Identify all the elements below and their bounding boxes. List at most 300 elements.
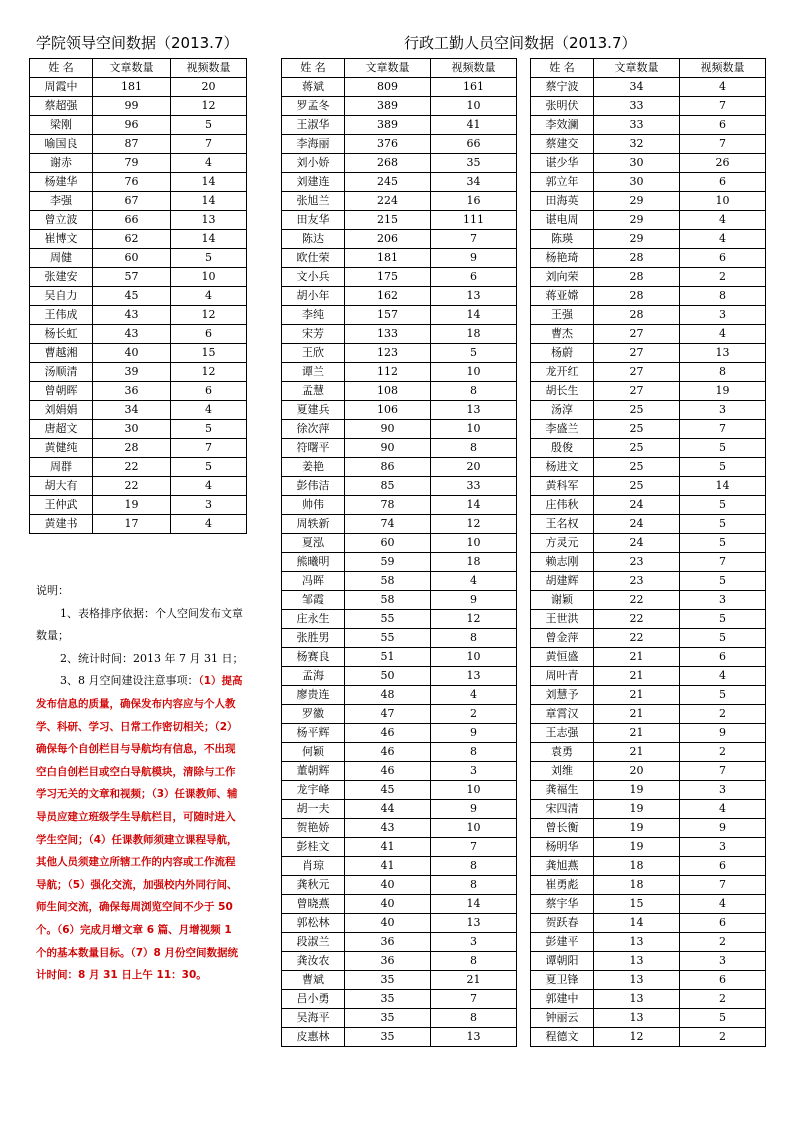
videos-cell: 14	[171, 173, 247, 192]
videos-cell: 6	[171, 382, 247, 401]
table-row	[282, 724, 517, 743]
table-row	[282, 230, 517, 249]
videos-cell: 8	[431, 629, 517, 648]
articles-cell: 35	[345, 971, 431, 990]
column-header-name: 姓 名	[30, 59, 93, 78]
name-cell: 刘维	[531, 762, 594, 781]
articles-cell: 76	[93, 173, 171, 192]
videos-cell: 2	[680, 933, 766, 952]
videos-cell: 2	[431, 705, 517, 724]
name-cell: 曾金萍	[531, 629, 594, 648]
articles-cell: 40	[345, 895, 431, 914]
videos-cell: 3	[680, 781, 766, 800]
videos-cell: 13	[431, 401, 517, 420]
name-cell: 董朝辉	[282, 762, 345, 781]
videos-cell: 41	[431, 116, 517, 135]
videos-cell: 161	[431, 78, 517, 97]
articles-cell: 181	[345, 249, 431, 268]
notes-heading: 说明：	[36, 584, 69, 597]
videos-cell: 4	[680, 800, 766, 819]
videos-cell: 5	[680, 458, 766, 477]
name-cell: 田友华	[282, 211, 345, 230]
articles-cell: 35	[345, 1028, 431, 1047]
name-cell: 李效澜	[531, 116, 594, 135]
table-row	[531, 116, 766, 135]
articles-cell: 67	[93, 192, 171, 211]
name-cell: 郭立年	[531, 173, 594, 192]
articles-cell: 24	[594, 534, 680, 553]
table-row	[531, 876, 766, 895]
name-cell: 孟慧	[282, 382, 345, 401]
name-cell: 蔡超强	[30, 97, 93, 116]
name-cell: 谢赤	[30, 154, 93, 173]
articles-cell: 28	[594, 268, 680, 287]
name-cell: 黄恒盛	[531, 648, 594, 667]
notes-item-1: 1、表格排序依据：个人空间发布文章数量；	[36, 606, 243, 643]
videos-cell: 35	[431, 154, 517, 173]
table-row	[531, 401, 766, 420]
name-cell: 汤淳	[531, 401, 594, 420]
name-cell: 姜艳	[282, 458, 345, 477]
articles-cell: 12	[594, 1028, 680, 1047]
articles-cell: 30	[594, 173, 680, 192]
videos-cell: 18	[431, 553, 517, 572]
table-row	[531, 724, 766, 743]
table-row	[30, 192, 247, 211]
videos-cell: 10	[431, 97, 517, 116]
name-cell: 谌少华	[531, 154, 594, 173]
videos-cell: 4	[431, 572, 517, 591]
name-cell: 唐超文	[30, 420, 93, 439]
name-cell: 周叶青	[531, 667, 594, 686]
videos-cell: 8	[431, 743, 517, 762]
articles-cell: 162	[345, 287, 431, 306]
table-row	[282, 325, 517, 344]
videos-cell: 10	[431, 363, 517, 382]
articles-cell: 181	[93, 78, 171, 97]
videos-cell: 33	[431, 477, 517, 496]
table-row	[30, 173, 247, 192]
name-cell: 熊曦明	[282, 553, 345, 572]
table-row	[282, 705, 517, 724]
table-row	[531, 762, 766, 781]
table-row	[30, 249, 247, 268]
table-row	[30, 211, 247, 230]
articles-cell: 25	[594, 401, 680, 420]
videos-cell: 7	[431, 990, 517, 1009]
videos-cell: 14	[171, 230, 247, 249]
table-row	[531, 496, 766, 515]
videos-cell: 8	[431, 952, 517, 971]
table-header-row	[282, 59, 517, 78]
name-cell: 谢颖	[531, 591, 594, 610]
name-cell: 曾朝晖	[30, 382, 93, 401]
column-header-articles: 文章数量	[345, 59, 431, 78]
leaders-title: 学院领导空间数据（2013.7）	[36, 34, 239, 52]
articles-cell: 35	[345, 990, 431, 1009]
name-cell: 周群	[30, 458, 93, 477]
name-cell: 汤顺清	[30, 363, 93, 382]
table-row	[30, 401, 247, 420]
articles-cell: 35	[345, 1009, 431, 1028]
articles-cell: 66	[93, 211, 171, 230]
name-cell: 王名权	[531, 515, 594, 534]
articles-cell: 59	[345, 553, 431, 572]
table-row	[531, 572, 766, 591]
table-row	[30, 477, 247, 496]
videos-cell: 10	[171, 268, 247, 287]
table-row	[282, 781, 517, 800]
videos-cell: 6	[680, 857, 766, 876]
name-cell: 胡一夫	[282, 800, 345, 819]
videos-cell: 6	[680, 116, 766, 135]
table-row	[531, 420, 766, 439]
articles-cell: 32	[594, 135, 680, 154]
table-row	[282, 458, 517, 477]
table-row	[30, 325, 247, 344]
videos-cell: 2	[680, 990, 766, 1009]
name-cell: 张旭兰	[282, 192, 345, 211]
videos-cell: 10	[680, 192, 766, 211]
articles-cell: 19	[594, 781, 680, 800]
articles-cell: 175	[345, 268, 431, 287]
name-cell: 李纯	[282, 306, 345, 325]
articles-cell: 25	[594, 477, 680, 496]
videos-cell: 4	[680, 667, 766, 686]
articles-cell: 23	[594, 572, 680, 591]
name-cell: 王志强	[531, 724, 594, 743]
name-cell: 郭松林	[282, 914, 345, 933]
table-row	[531, 325, 766, 344]
videos-cell: 14	[431, 306, 517, 325]
name-cell: 龚汝农	[282, 952, 345, 971]
articles-cell: 19	[93, 496, 171, 515]
videos-cell: 9	[431, 800, 517, 819]
articles-cell: 27	[594, 363, 680, 382]
name-cell: 张明伏	[531, 97, 594, 116]
videos-cell: 8	[431, 382, 517, 401]
table-row	[282, 116, 517, 135]
articles-cell: 57	[93, 268, 171, 287]
name-cell: 杨长虹	[30, 325, 93, 344]
articles-cell: 43	[93, 306, 171, 325]
videos-cell: 13	[171, 211, 247, 230]
articles-cell: 90	[345, 439, 431, 458]
articles-cell: 55	[345, 610, 431, 629]
table-row	[30, 154, 247, 173]
articles-cell: 20	[594, 762, 680, 781]
articles-cell: 45	[345, 781, 431, 800]
articles-cell: 215	[345, 211, 431, 230]
articles-cell: 36	[345, 933, 431, 952]
articles-cell: 19	[594, 819, 680, 838]
notes-section	[36, 580, 244, 987]
table-row	[531, 534, 766, 553]
articles-cell: 123	[345, 344, 431, 363]
articles-cell: 40	[345, 914, 431, 933]
videos-cell: 9	[431, 724, 517, 743]
name-cell: 谭朝阳	[531, 952, 594, 971]
table-row	[282, 534, 517, 553]
name-cell: 夏泓	[282, 534, 345, 553]
table-row	[282, 211, 517, 230]
videos-cell: 18	[431, 325, 517, 344]
articles-cell: 157	[345, 306, 431, 325]
name-cell: 肖琼	[282, 857, 345, 876]
videos-cell: 26	[680, 154, 766, 173]
articles-cell: 29	[594, 211, 680, 230]
articles-cell: 389	[345, 116, 431, 135]
table-row	[282, 135, 517, 154]
table-row	[282, 78, 517, 97]
articles-cell: 23	[594, 553, 680, 572]
name-cell: 夏建兵	[282, 401, 345, 420]
videos-cell: 3	[680, 952, 766, 971]
videos-cell: 13	[431, 914, 517, 933]
name-cell: 刘小娇	[282, 154, 345, 173]
name-cell: 孟海	[282, 667, 345, 686]
name-cell: 程德文	[531, 1028, 594, 1047]
name-cell: 王欣	[282, 344, 345, 363]
name-cell: 帅伟	[282, 496, 345, 515]
table-row	[282, 1009, 517, 1028]
articles-cell: 22	[594, 610, 680, 629]
articles-cell: 133	[345, 325, 431, 344]
name-cell: 陈瑛	[531, 230, 594, 249]
articles-cell: 24	[594, 496, 680, 515]
table-row	[531, 477, 766, 496]
articles-cell: 21	[594, 724, 680, 743]
videos-cell: 5	[171, 116, 247, 135]
table-row	[30, 344, 247, 363]
name-cell: 郭建中	[531, 990, 594, 1009]
articles-cell: 18	[594, 857, 680, 876]
table-row	[282, 838, 517, 857]
staff-title: 行政工勤人员空间数据（2013.7）	[404, 34, 637, 52]
videos-cell: 3	[680, 591, 766, 610]
table-row	[282, 439, 517, 458]
name-cell: 龚旭燕	[531, 857, 594, 876]
videos-cell: 6	[431, 268, 517, 287]
videos-cell: 9	[431, 591, 517, 610]
table-row	[282, 990, 517, 1009]
videos-cell: 5	[171, 420, 247, 439]
videos-cell: 20	[171, 78, 247, 97]
articles-cell: 28	[93, 439, 171, 458]
table-row	[531, 306, 766, 325]
videos-cell: 3	[680, 838, 766, 857]
name-cell: 龙宇峰	[282, 781, 345, 800]
articles-cell: 25	[594, 458, 680, 477]
name-cell: 张胜男	[282, 629, 345, 648]
videos-cell: 21	[431, 971, 517, 990]
articles-cell: 13	[594, 1009, 680, 1028]
videos-cell: 4	[171, 477, 247, 496]
articles-cell: 40	[93, 344, 171, 363]
videos-cell: 12	[171, 306, 247, 325]
videos-cell: 7	[171, 439, 247, 458]
name-cell: 曹斌	[282, 971, 345, 990]
name-cell: 李海丽	[282, 135, 345, 154]
table-row	[282, 629, 517, 648]
table-row	[531, 135, 766, 154]
articles-cell: 108	[345, 382, 431, 401]
articles-cell: 28	[594, 249, 680, 268]
articles-cell: 36	[93, 382, 171, 401]
videos-cell: 7	[431, 838, 517, 857]
articles-cell: 79	[93, 154, 171, 173]
column-header-videos: 视频数量	[431, 59, 517, 78]
articles-cell: 28	[594, 306, 680, 325]
table-row	[282, 420, 517, 439]
articles-cell: 13	[594, 952, 680, 971]
name-cell: 李强	[30, 192, 93, 211]
videos-cell: 7	[680, 762, 766, 781]
videos-cell: 13	[431, 1028, 517, 1047]
table-row	[531, 1028, 766, 1047]
table-row	[531, 439, 766, 458]
table-row	[531, 1009, 766, 1028]
videos-cell: 10	[431, 819, 517, 838]
videos-cell: 5	[680, 572, 766, 591]
name-cell: 张建安	[30, 268, 93, 287]
articles-cell: 245	[345, 173, 431, 192]
articles-cell: 17	[93, 515, 171, 534]
name-cell: 钟丽云	[531, 1009, 594, 1028]
articles-cell: 40	[345, 876, 431, 895]
videos-cell: 5	[680, 515, 766, 534]
table-row	[531, 781, 766, 800]
name-cell: 罗徽	[282, 705, 345, 724]
name-cell: 章霄汉	[531, 705, 594, 724]
videos-cell: 2	[680, 1028, 766, 1047]
videos-cell: 4	[680, 211, 766, 230]
table-row	[531, 629, 766, 648]
table-row	[282, 477, 517, 496]
name-cell: 杨蔚	[531, 344, 594, 363]
articles-cell: 99	[93, 97, 171, 116]
table-row	[30, 382, 247, 401]
name-cell: 龚福生	[531, 781, 594, 800]
videos-cell: 15	[171, 344, 247, 363]
table-row	[282, 97, 517, 116]
table-row	[30, 458, 247, 477]
videos-cell: 2	[680, 268, 766, 287]
videos-cell: 3	[431, 762, 517, 781]
videos-cell: 5	[680, 439, 766, 458]
name-cell: 廖贵连	[282, 686, 345, 705]
name-cell: 吴海平	[282, 1009, 345, 1028]
articles-cell: 376	[345, 135, 431, 154]
videos-cell: 12	[171, 363, 247, 382]
table-row	[30, 515, 247, 534]
table-row	[282, 382, 517, 401]
articles-cell: 33	[594, 97, 680, 116]
name-cell: 何颖	[282, 743, 345, 762]
table-header-row	[531, 59, 766, 78]
name-cell: 吴自力	[30, 287, 93, 306]
table-row	[282, 1028, 517, 1047]
staff-table-1	[281, 58, 517, 1047]
articles-cell: 87	[93, 135, 171, 154]
table-row	[282, 306, 517, 325]
videos-cell: 7	[680, 135, 766, 154]
table-row	[282, 553, 517, 572]
videos-cell: 19	[680, 382, 766, 401]
table-row	[531, 515, 766, 534]
videos-cell: 5	[431, 344, 517, 363]
table-row	[282, 914, 517, 933]
name-cell: 蒋亚嫦	[531, 287, 594, 306]
name-cell: 彭伟洁	[282, 477, 345, 496]
videos-cell: 5	[680, 534, 766, 553]
articles-cell: 25	[594, 420, 680, 439]
name-cell: 杨进文	[531, 458, 594, 477]
articles-cell: 27	[594, 325, 680, 344]
table-row	[282, 895, 517, 914]
name-cell: 夏卫锋	[531, 971, 594, 990]
videos-cell: 4	[680, 895, 766, 914]
videos-cell: 6	[680, 173, 766, 192]
name-cell: 喻国良	[30, 135, 93, 154]
table-row	[282, 971, 517, 990]
table-row	[531, 591, 766, 610]
name-cell: 赖志刚	[531, 553, 594, 572]
videos-cell: 4	[171, 287, 247, 306]
articles-cell: 18	[594, 876, 680, 895]
videos-cell: 2	[680, 705, 766, 724]
table-row	[282, 173, 517, 192]
name-cell: 刘娟娟	[30, 401, 93, 420]
table-row	[531, 382, 766, 401]
table-row	[30, 287, 247, 306]
column-header-articles: 文章数量	[594, 59, 680, 78]
videos-cell: 6	[680, 249, 766, 268]
name-cell: 王仲武	[30, 496, 93, 515]
articles-cell: 22	[93, 477, 171, 496]
articles-cell: 96	[93, 116, 171, 135]
articles-cell: 21	[594, 648, 680, 667]
table-row	[282, 876, 517, 895]
name-cell: 杨赛良	[282, 648, 345, 667]
articles-cell: 51	[345, 648, 431, 667]
table-row	[282, 572, 517, 591]
column-header-name: 姓 名	[282, 59, 345, 78]
articles-cell: 19	[594, 838, 680, 857]
name-cell: 庄永生	[282, 610, 345, 629]
videos-cell: 8	[680, 287, 766, 306]
table-row	[531, 990, 766, 1009]
videos-cell: 4	[680, 230, 766, 249]
articles-cell: 85	[345, 477, 431, 496]
table-row	[30, 496, 247, 515]
articles-cell: 36	[345, 952, 431, 971]
table-row	[531, 686, 766, 705]
name-cell: 周轶新	[282, 515, 345, 534]
table-row	[282, 648, 517, 667]
name-cell: 崔博文	[30, 230, 93, 249]
articles-cell: 78	[345, 496, 431, 515]
articles-cell: 43	[345, 819, 431, 838]
articles-cell: 46	[345, 762, 431, 781]
table-row	[531, 610, 766, 629]
name-cell: 曾长衡	[531, 819, 594, 838]
name-cell: 贺艳娇	[282, 819, 345, 838]
articles-cell: 112	[345, 363, 431, 382]
name-cell: 吕小勇	[282, 990, 345, 1009]
table-row	[531, 268, 766, 287]
name-cell: 龚秋元	[282, 876, 345, 895]
